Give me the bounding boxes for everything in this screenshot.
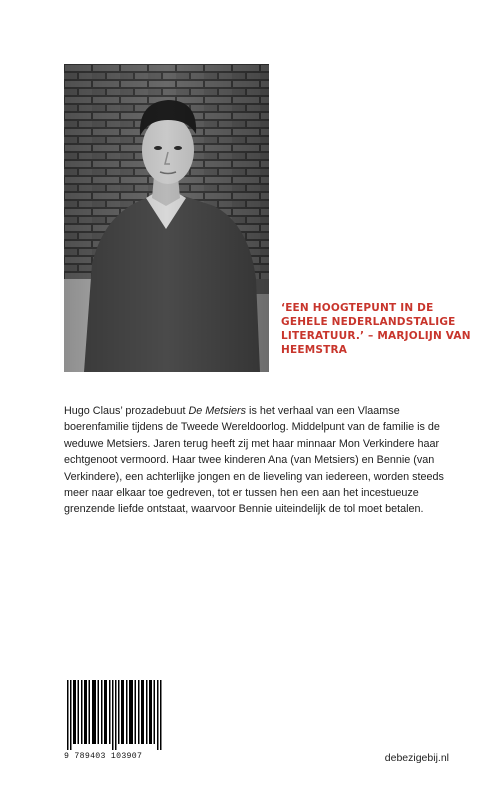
isbn-barcode (64, 680, 168, 764)
book-title: De Metsiers (188, 405, 247, 417)
review-quote: ‘EEN HOOGTEPUNT IN DE GEHELE NEDERLANDSTALIGE LITERATUUR.’ – MARJOLIJN VAN HEEMSTRA (281, 302, 471, 356)
barcode-bars (64, 680, 168, 750)
description-body: is het verhaal van een Vlaamse boerenfamilie tijdens de Tweede Wereldoorlog. Middelpunt van de familie is de weduwe Metsiers. Jaren terug heeft zij met haar minnaar Mon Verkindere haar echtgenoot vermoord. Haar twee kinderen Ana (van Metsiers) en Bennie (van Verkindere), een achterlijke jongen en de lieveling van iedereen, worden steeds meer naar elkaar toe gedreven, tot er tussen hen een aan het incestueuze grenzende liefde ontstaat, waarvoor Bennie uiteindelijk de tol moet betalen. (64, 405, 444, 516)
book-description (64, 403, 444, 518)
isbn-number: 9 789403 103907 (64, 752, 143, 761)
publisher-website[interactable]: debezigebij.nl (384, 752, 449, 764)
description-intro: Hugo Claus’ prozadebuut (64, 405, 189, 417)
author-photo (64, 64, 269, 372)
